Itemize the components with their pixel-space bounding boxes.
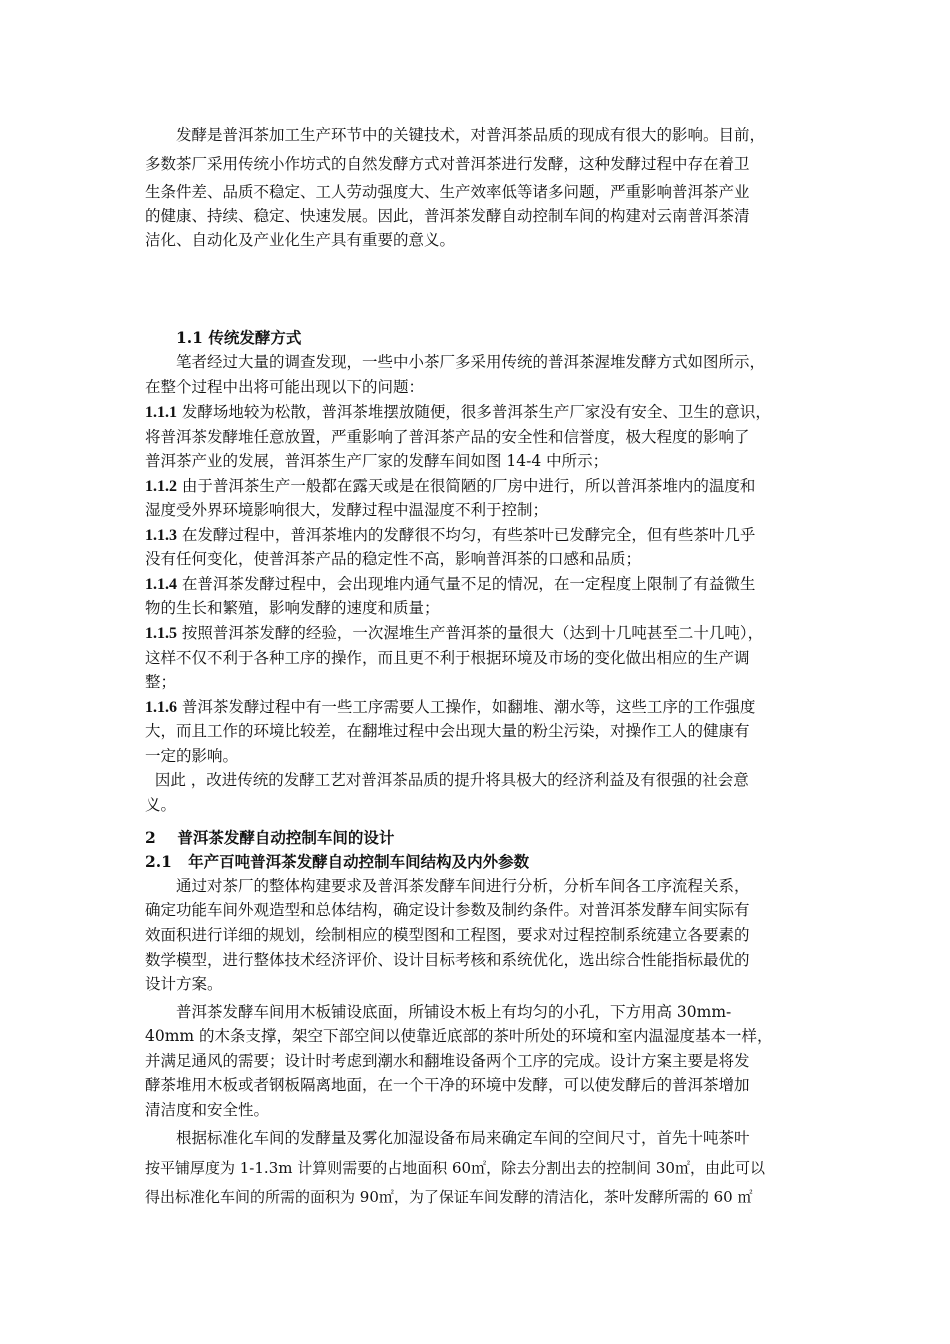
para2-line: 清洁度和安全性。 [145,1101,270,1119]
item-number: 1.1.1 [145,404,177,421]
conclusion-line: 义。 [145,796,177,814]
intro-line: 多数茶厂采用传统小作坊式的自然发酵方式对普洱茶进行发酵，这种发酵过程中存在着卫 [145,155,750,173]
item-number: 1.1.2 [145,478,177,495]
item-line: 一定的影响。 [145,747,239,765]
item-text: 由于普洱茶生产一般都在露天或是在很简陋的厂房中进行，所以普洱茶堆内的温度和 [177,477,756,495]
item-text: 在普洱茶发酵过程中，会出现堆内通气量不足的情况，在一定程度上限制了有益微生 [177,575,756,593]
intro-line: 洁化、自动化及产业化生产具有重要的意义。 [145,231,456,249]
para2-line: 并满足通风的需要；设计时考虑到潮水和翻堆设备两个工序的完成。设计方案主要是将发 [145,1052,750,1070]
intro-line: 生条件差、品质不稳定、工人劳动强度大、生产效率低等诸多问题，严重影响普洱茶产业 [145,183,750,201]
item-number: 1.1.6 [145,699,177,716]
para1-line: 效面积进行详细的规划，绘制相应的模型图和工程图，要求对过程控制系统建立各要素的 [145,926,750,944]
para2-line: 酵茶堆用木板或者钢板隔离地面，在一个干净的环境中发酵，可以使发酵后的普洱茶增加 [145,1076,750,1094]
item-1-1-3 [145,523,810,548]
item-text: 普洱茶发酵过程中有一些工序需要人工操作，如翻堆、潮水等，这些工序的工作强度 [177,698,756,716]
intro-line: 的健康、持续、稳定、快速发展。因此，普洱茶发酵自动控制车间的构建对云南普洱茶清 [145,207,750,225]
para1-line: 通过对茶厂的整体构建要求及普洱茶发酵车间进行分析，分析车间各工序流程关系， [176,877,750,895]
s11-line: 笔者经过大量的调查发现，一些中小茶厂多采用传统的普洱茶渥堆发酵方式如图所示， [176,353,766,371]
section-2-1-heading: 2.1 年产百吨普洱茶发酵自动控制车间结构及内外参数 [145,852,530,871]
item-number: 1.1.4 [145,576,177,593]
para2-line: 40mm 的木条支撑，架空下部空间以使靠近底部的茶叶所处的环境和室内温湿度基本一样， [145,1027,773,1045]
para1-line: 数学模型，进行整体技术经济评价、设计目标考核和系统优化，选出综合性能指标最优的 [145,951,750,969]
item-1-1-5 [145,621,810,646]
para3-line: 得出标准化车间的所需的面积为 90㎡，为了保证车间发酵的清洁化，茶叶发酵所需的 60 ㎡ [145,1188,753,1206]
item-number: 1.1.3 [145,527,177,544]
conclusion-line: 因此 ，改进传统的发酵工艺对普洱茶品质的提升将具极大的经济利益及有很强的社会意 [145,771,749,789]
intro-line: 发酵是普洱茶加工生产环节中的关键技术，对普洱茶品质的现成有很大的影响。目前， [176,126,766,144]
para3-line: 根据标准化车间的发酵量及雾化加湿设备布局来确定车间的空间尺寸，首先十吨茶叶 [176,1129,750,1147]
section-2-heading: 2 普洱茶发酵自动控制车间的设计 [145,828,395,847]
item-1-1-2 [145,474,810,499]
para3-line: 按平铺厚度为 1-1.3m 计算则需要的占地面积 60㎡，除去分割出去的控制间 30㎡，由此可以 [145,1159,765,1177]
item-line: 湿度受外界环境影响很大，发酵过程中温湿度不利于控制； [145,501,549,519]
item-line: 物的生长和繁殖，影响发酵的速度和质量； [145,599,440,617]
item-1-1-4 [145,572,810,597]
item-number: 1.1.5 [145,625,177,642]
section-1-1-heading: 1.1 传统发酵方式 [176,328,302,347]
item-line: 没有任何变化，使普洱茶产品的稳定性不高，影响普洱茶的口感和品质； [145,550,642,568]
item-1-1-1 [145,400,810,425]
item-line: 整； [145,673,177,691]
item-text: 发酵场地较为松散，普洱茶堆摆放随便，很多普洱茶生产厂家没有安全、卫生的意识， [177,403,771,421]
item-line: 这样不仅不利于各种工序的操作，而且更不利于根据环境及市场的变化做出相应的生产调 [145,649,750,667]
item-1-1-6 [145,695,810,720]
para1-line: 确定功能车间外观造型和总体结构，确定设计参数及制约条件。对普洱茶发酵车间实际有 [145,901,750,919]
item-line: 普洱茶产业的发展，普洱茶生产厂家的发酵车间如图 14-4 中所示； [145,452,609,470]
para1-line: 设计方案。 [145,975,223,993]
item-line: 大，而且工作的环境比较差，在翻堆过程中会出现大量的粉尘污染，对操作工人的健康有 [145,722,750,740]
item-line: 将普洱茶发酵堆任意放置，严重影响了普洱茶产品的安全性和信誉度，极大程度的影响了 [145,428,750,446]
item-text: 按照普洱茶发酵的经验，一次渥堆生产普洱茶的量很大（达到十几吨甚至二十几吨）， [177,624,764,642]
item-text: 在发酵过程中，普洱茶堆内的发酵很不均匀，有些茶叶已发酵完全，但有些茶叶几乎 [177,526,756,544]
para2-line: 普洱茶发酵车间用木板铺设底面，所铺设木板上有均匀的小孔，下方用高 30mm- [176,1003,732,1021]
s11-line: 在整个过程中出将可能出现以下的问题： [145,378,425,396]
